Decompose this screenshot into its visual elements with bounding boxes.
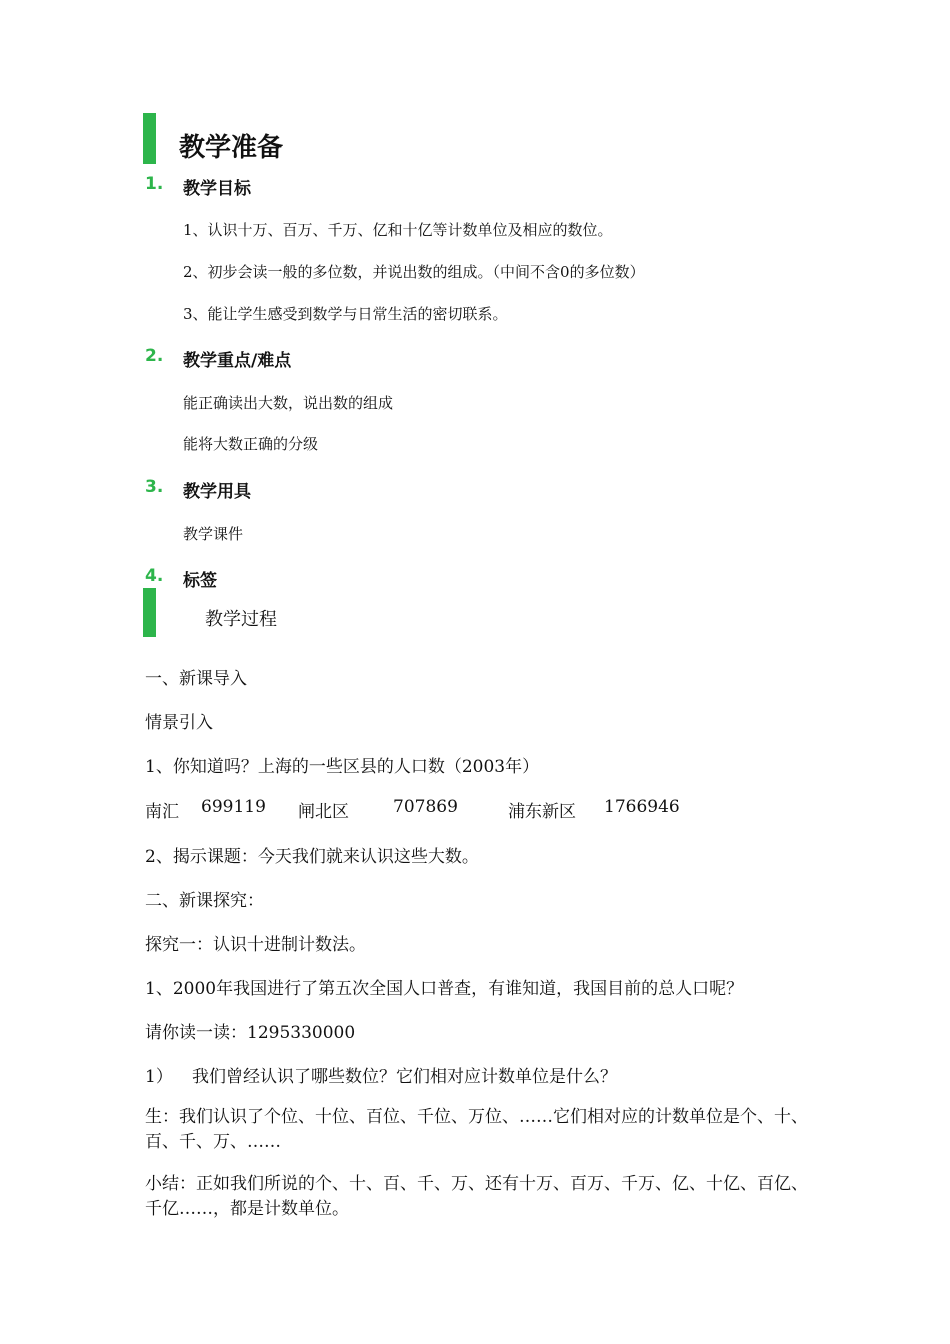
- question-marker: 1）: [145, 1067, 173, 1087]
- tools-item: 教学课件: [183, 525, 244, 543]
- goal-item: 3、能让学生感受到数学与日常生活的密切联系。: [183, 305, 508, 323]
- paragraph: 请你读一读：1295330000: [145, 1023, 356, 1043]
- section-heading: 教学重点/难点: [183, 351, 292, 371]
- paragraph: 一、新课导入: [145, 669, 247, 689]
- population-name: 浦东新区: [508, 802, 576, 822]
- section-number: 3.: [145, 477, 164, 497]
- question-text: 我们曾经认识了哪些数位？它们相对应计数单位是什么？: [192, 1067, 617, 1087]
- student-answer: 生：我们认识了个位、十位、百位、千位、万位、……它们相对应的计数单位是个、十、百、千、万、……: [145, 1107, 808, 1152]
- process-title: 教学过程: [205, 609, 277, 630]
- page-title: 教学准备: [179, 133, 284, 163]
- population-name: 闸北区: [298, 802, 349, 822]
- population-value: 699119: [201, 797, 266, 817]
- population-value: 1766946: [604, 797, 680, 817]
- goal-item: 2、初步会读一般的多位数，并说出数的组成。（中间不含0的多位数）: [183, 263, 645, 281]
- section-heading: 教学用具: [183, 482, 251, 502]
- population-value: 707869: [393, 797, 458, 817]
- section-heading: 教学目标: [183, 179, 251, 199]
- section-heading: 标签: [183, 571, 217, 591]
- section-number: 1.: [145, 174, 164, 194]
- paragraph: 2、揭示课题：今天我们就来认识这些大数。: [145, 847, 479, 867]
- paragraph: 1、2000年我国进行了第五次全国人口普查，有谁知道，我国目前的总人口呢？: [145, 979, 744, 999]
- section-number: 4.: [145, 566, 164, 586]
- section-accent-bar: [143, 588, 156, 637]
- section-accent-bar: [143, 113, 156, 164]
- focus-item: 能将大数正确的分级: [183, 435, 319, 453]
- paragraph: 情景引入: [145, 713, 213, 733]
- goal-item: 1、认识十万、百万、千万、亿和十亿等计数单位及相应的数位。: [183, 221, 613, 239]
- paragraph: 1、你知道吗？上海的一些区县的人口数（2003年）: [145, 757, 540, 777]
- paragraph: 探究一：认识十进制计数法。: [145, 935, 366, 955]
- paragraph: 二、新课探究：: [145, 891, 264, 911]
- section-number: 2.: [145, 346, 164, 366]
- population-name: 南汇: [145, 802, 179, 822]
- summary: 小结：正如我们所说的个、十、百、千、万、还有十万、百万、千万、亿、十亿、百亿、千亿……，都是计数单位。: [145, 1174, 808, 1219]
- focus-item: 能正确读出大数，说出数的组成: [183, 394, 394, 412]
